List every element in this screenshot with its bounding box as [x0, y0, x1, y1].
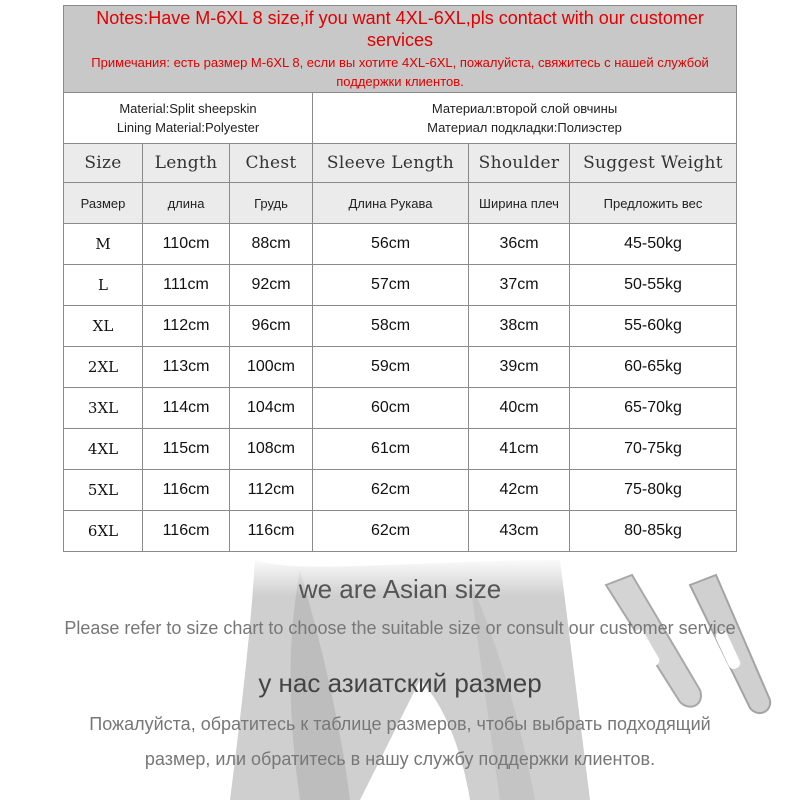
size-cell: 5XL — [64, 470, 143, 511]
header-row-russian — [64, 183, 737, 224]
size-cell: L — [64, 265, 143, 306]
header-length: Length — [143, 144, 230, 183]
shoulder-cell: 41cm — [469, 429, 570, 470]
length-cell: 110cm — [143, 224, 230, 265]
chest-cell: 100cm — [230, 347, 313, 388]
material-english: Material:Split sheepskin — [119, 101, 257, 116]
weight-cell: 80-85kg — [570, 511, 737, 552]
shoulder-cell: 37cm — [469, 265, 570, 306]
header-row-english — [64, 144, 737, 183]
length-cell: 111cm — [143, 265, 230, 306]
weight-cell: 55-60kg — [570, 306, 737, 347]
weight-cell: 50-55kg — [570, 265, 737, 306]
sleeve-cell: 58cm — [313, 306, 469, 347]
length-cell: 116cm — [143, 470, 230, 511]
header-chest: Chest — [230, 144, 313, 183]
length-cell: 115cm — [143, 429, 230, 470]
size-cell: XL — [64, 306, 143, 347]
asian-size-note-ru-line1: Пожалуйста, обратитесь к таблице размеров, чтобы выбрать подходящий — [89, 714, 711, 734]
table-row — [64, 388, 737, 429]
sleeve-cell: 59cm — [313, 347, 469, 388]
weight-cell: 60-65kg — [570, 347, 737, 388]
sleeve-cell: 56cm — [313, 224, 469, 265]
notes-cell — [64, 6, 737, 93]
weight-cell: 45-50kg — [570, 224, 737, 265]
shoulder-cell: 42cm — [469, 470, 570, 511]
header-sleeve-length: Sleeve Length — [313, 144, 469, 183]
weight-cell: 70-75kg — [570, 429, 737, 470]
header-chest-ru: Грудь — [230, 183, 313, 224]
lining-english: Lining Material:Polyester — [116, 120, 260, 135]
chest-cell: 108cm — [230, 429, 313, 470]
size-cell: M — [64, 224, 143, 265]
asian-size-note: Please refer to size chart to choose the suitable size or consult our customer service — [64, 618, 736, 638]
chest-cell: 96cm — [230, 306, 313, 347]
sleeve-cell: 61cm — [313, 429, 469, 470]
sleeve-cell: 60cm — [313, 388, 469, 429]
table-row — [64, 429, 737, 470]
table-row — [64, 511, 737, 552]
header-suggest-weight-ru: Предложить вес — [570, 183, 737, 224]
sleeve-cell: 62cm — [313, 511, 469, 552]
shoulder-cell: 39cm — [469, 347, 570, 388]
header-suggest-weight: Suggest Weight — [570, 144, 737, 183]
shoulder-cell: 38cm — [469, 306, 570, 347]
size-cell: 3XL — [64, 388, 143, 429]
header-length-ru: длина — [143, 183, 230, 224]
chest-cell: 104cm — [230, 388, 313, 429]
material-english-cell — [64, 93, 313, 144]
length-cell: 114cm — [143, 388, 230, 429]
asian-size-heading: we are Asian size — [298, 574, 502, 604]
size-cell: 2XL — [64, 347, 143, 388]
notes-russian: Примечания: есть размер M-6XL 8, если вы хотите 4XL-6XL, пожалуйста, свяжитесь с нашей службой поддержки клиентов. — [91, 55, 709, 89]
table-row — [64, 306, 737, 347]
header-sleeve-length-ru: Длина Рукава — [313, 183, 469, 224]
size-cell: 6XL — [64, 511, 143, 552]
shoulder-cell: 43cm — [469, 511, 570, 552]
size-chart-table — [63, 5, 737, 552]
chest-cell: 116cm — [230, 511, 313, 552]
table-row — [64, 265, 737, 306]
table-row — [64, 224, 737, 265]
asian-size-heading-ru: у нас азиатский размер — [258, 668, 542, 698]
notes-english: Notes:Have M-6XL 8 size,if you want 4XL-6XL,pls contact with our customer services — [96, 8, 704, 50]
chest-cell: 112cm — [230, 470, 313, 511]
shoulder-cell: 40cm — [469, 388, 570, 429]
weight-cell: 65-70kg — [570, 388, 737, 429]
header-shoulder: Shoulder — [469, 144, 570, 183]
material-russian: Материал:второй слой овчины — [431, 101, 618, 116]
size-cell: 4XL — [64, 429, 143, 470]
chest-cell: 88cm — [230, 224, 313, 265]
sleeve-cell: 62cm — [313, 470, 469, 511]
weight-cell: 75-80kg — [570, 470, 737, 511]
length-cell: 113cm — [143, 347, 230, 388]
length-cell: 116cm — [143, 511, 230, 552]
header-shoulder-ru: Ширина плеч — [469, 183, 570, 224]
chest-cell: 92cm — [230, 265, 313, 306]
shoulder-cell: 36cm — [469, 224, 570, 265]
asian-size-note-ru-line2: размер, или обратитесь в нашу службу поддержки клиентов. — [144, 749, 656, 769]
sleeve-cell: 57cm — [313, 265, 469, 306]
notes-row — [64, 6, 737, 93]
header-size: Size — [64, 144, 143, 183]
material-row — [64, 93, 737, 144]
table-row — [64, 347, 737, 388]
table-row — [64, 470, 737, 511]
header-size-ru: Размер — [64, 183, 143, 224]
material-russian-cell — [313, 93, 737, 144]
length-cell: 112cm — [143, 306, 230, 347]
lining-russian: Материал подкладки:Полиэстер — [427, 120, 622, 135]
